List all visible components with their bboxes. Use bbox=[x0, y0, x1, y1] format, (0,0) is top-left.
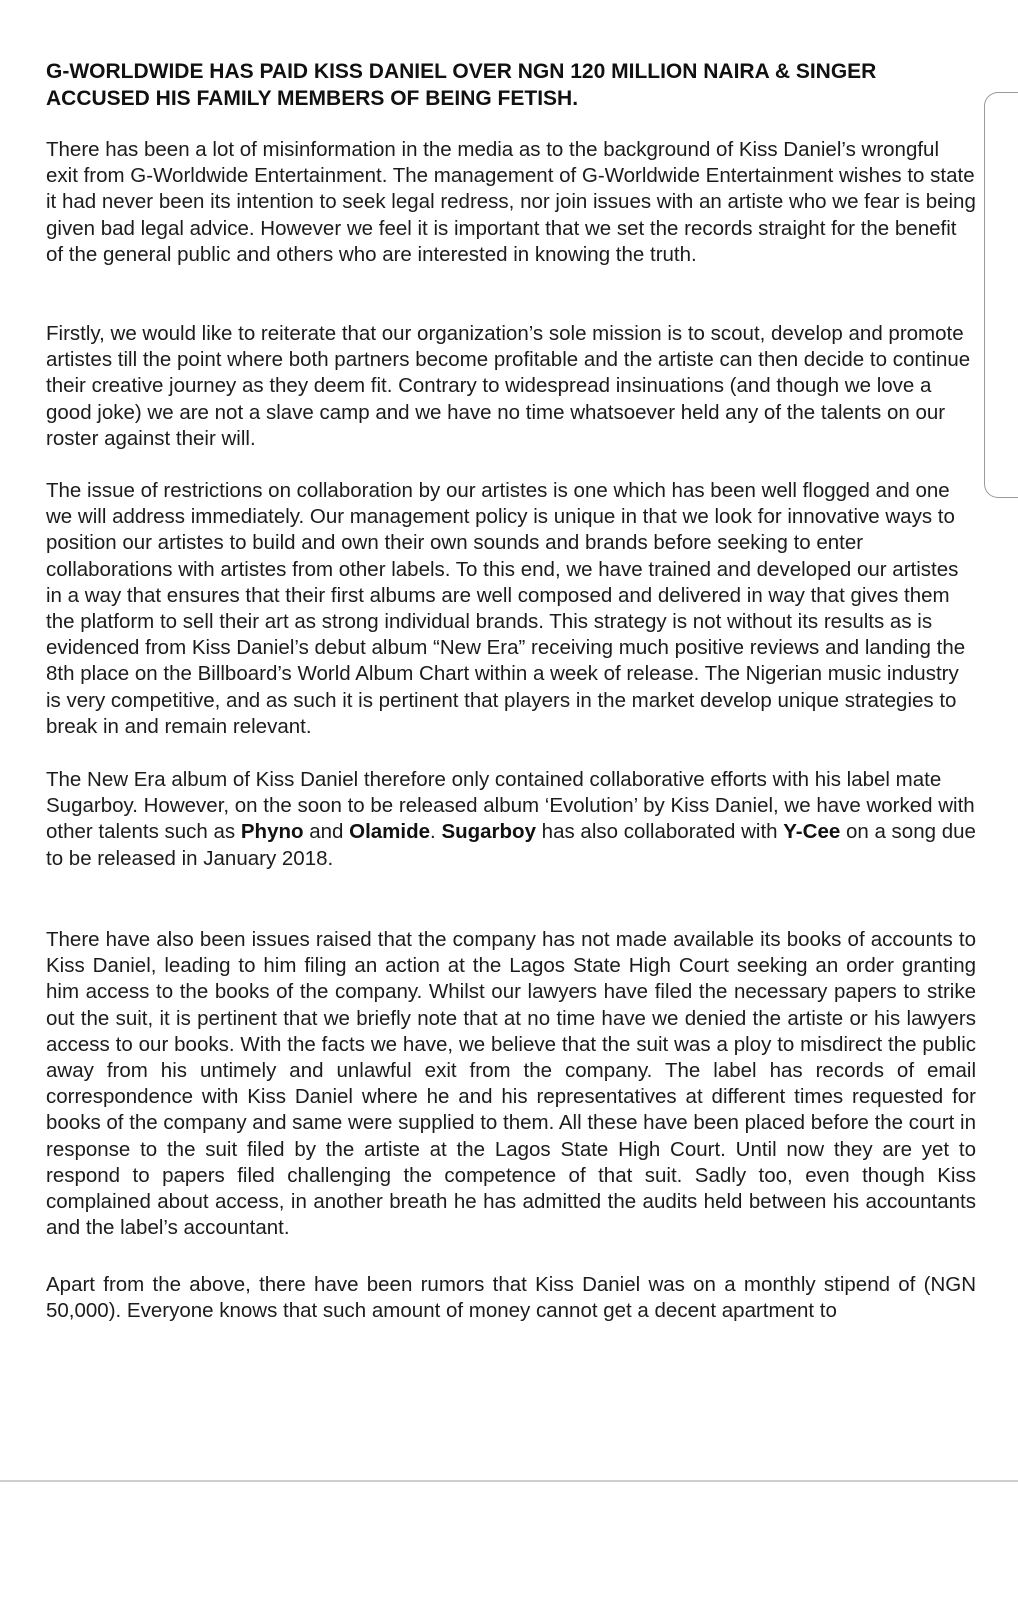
artist-name-sugarboy: Sugarboy bbox=[441, 820, 536, 844]
paragraph-text-segment: on a song due to be released in January 2018. bbox=[46, 820, 976, 870]
paragraph-text-segment: and bbox=[303, 820, 350, 844]
paragraph-books-of-accounts: There have also been issues raised that the company has not made available its books of accounts to Kiss Daniel, leading to him filing an action at the Lagos State High Court seeking an order granting him access to the books of the company. Whilst our lawyers have filed the necessary papers to strike out the suit, it is pertinent that we briefly note that at no time have we denied the artiste or his lawyers access to our books. With the facts we have, we believe that the suit was a ploy to misdirect the public away from his untimely and unlawful exit from the company. The label has records of email correspondence with Kiss Daniel where he and his representatives at different times requested for books of the company and same were supplied to them. All these have been placed before the court in response to the suit filed by the artiste at the Lagos State High Court. Until now they are yet to respond to papers filed challenging the competence of that suit. Sadly too, even though Kiss complained about access, in another breath he has admitted the audits held between his accountants and the label’s accountant. bbox=[46, 928, 976, 1240]
paragraph-mission: Firstly, we would like to reiterate that our organization’s sole mission is to scout, develop and promote artistes till the point where both partners become profitable and the artiste can then decide to continue their creative journey as they deem fit. Contrary to widespread insinuations (and though we love a good joke) we are not a slave camp and we have no time whatsoever held any of the talents on our roster against their will. bbox=[46, 322, 971, 450]
document-title: G-WORLDWIDE HAS PAID KISS DANIEL OVER NGN 120 MILLION NAIRA & SINGER ACCUSED HIS FAMILY MEMBERS OF BEING FETISH. bbox=[46, 60, 877, 110]
paragraph-text-segment: The New Era album of Kiss Daniel therefore only contained collaborative efforts with his label mate Sugarboy. However, on the soon to be released album ‘Evolution’ by Kiss Daniel, we have worked with other talents such as bbox=[46, 768, 975, 844]
page-divider bbox=[0, 1480, 1018, 1482]
paragraph-new-era-album bbox=[46, 767, 976, 872]
paragraph-intro: There has been a lot of misinformation in the media as to the background of Kiss Daniel’s wrongful exit from G-Worldwide Entertainment. The management of G-Worldwide Entertainment wishes to state it had never been its intention to seek legal redress, nor join issues with an artiste who we fear is being given bad legal advice. However we feel it is important that we set the records straight for the benefit of the general public and others who are interested in knowing the truth. bbox=[46, 138, 976, 266]
artist-name-phyno: Phyno bbox=[240, 820, 304, 844]
artist-name-y-cee: Y-Cee bbox=[783, 820, 841, 844]
paragraph-text-segment: . bbox=[430, 820, 442, 844]
paragraph-text-segment: has also collaborated with bbox=[535, 820, 784, 844]
paragraph-monthly-stipend: Apart from the above, there have been rumors that Kiss Daniel was on a monthly stipend of (NGN 50,000). Everyone knows that such amount of money cannot get a decent apartment to bbox=[46, 1273, 976, 1323]
paragraph-collaboration-restrictions: The issue of restrictions on collaboration by our artistes is one which has been well flogged and one we will address immediately. Our management policy is unique in that we look for innovative ways to position our artistes to build and own their own sounds and brands before seeking to enter collaborations with artistes from other labels. To this end, we have trained and developed our artistes in a way that ensures that their first albums are well composed and delivered in way that gives them the platform to sell their art as strong individual brands. This strategy is not without its results as is evidenced from Kiss Daniel’s debut album “New Era” receiving much positive reviews and landing the 8th place on the Billboard’s World Album Chart within a week of release. The Nigerian music industry is very competitive, and as such it is pertinent that players in the market develop unique strategies to break in and remain relevant. bbox=[46, 479, 966, 738]
artist-name-olamide: Olamide bbox=[349, 820, 431, 844]
scroll-edge-bracket bbox=[984, 92, 1018, 498]
